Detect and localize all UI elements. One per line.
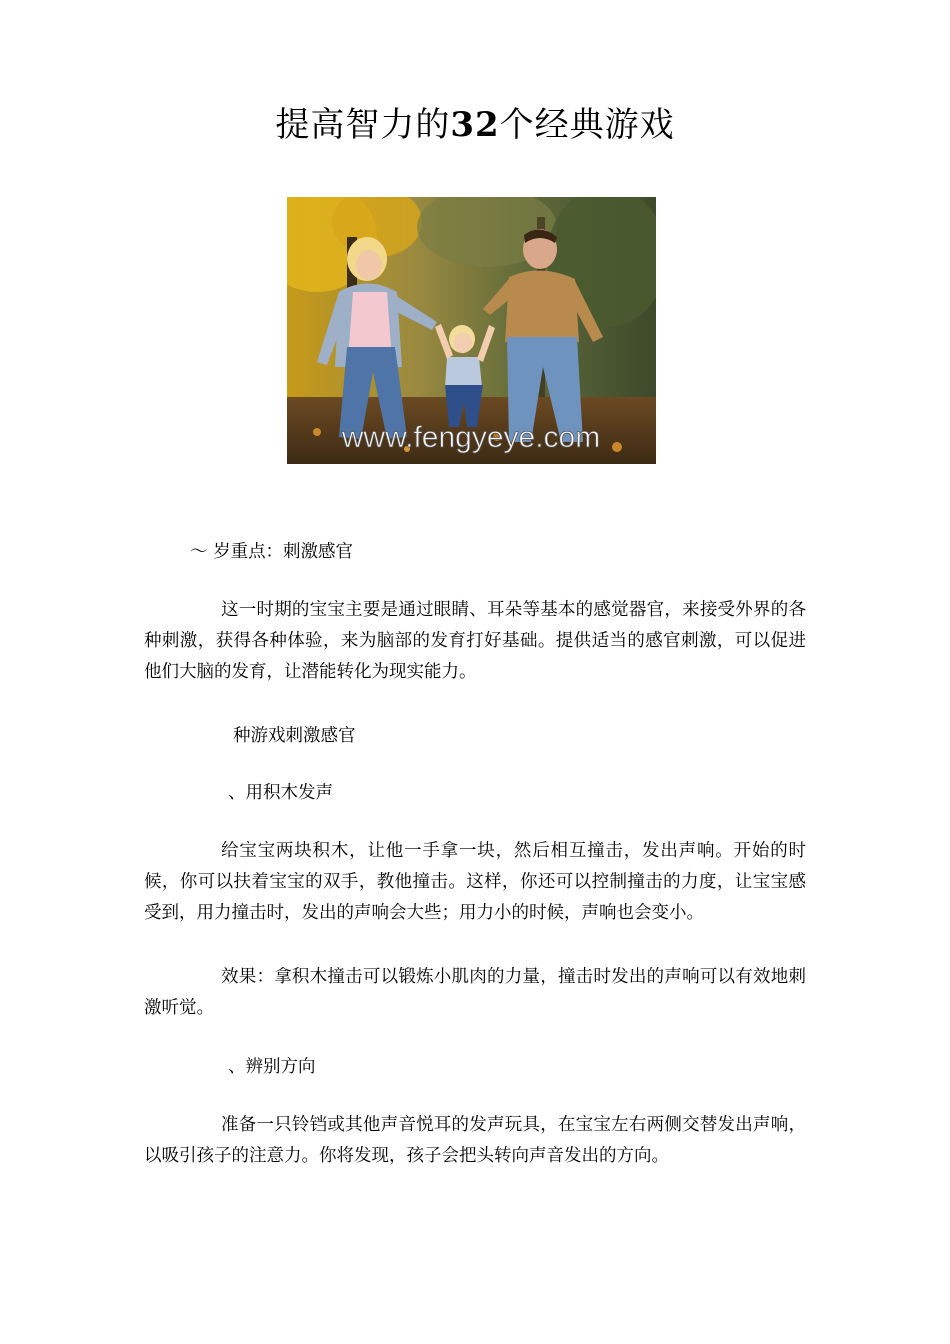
- intro-paragraph: 这一时期的宝宝主要是通过眼睛、耳朵等基本的感觉器官，来接受外界的各种刺激，获得各种体验，来为脑部的发育打好基础。提供适当的感官刺激，可以促进他们大脑的发育，让潜能转化为现实能力。: [144, 600, 806, 682]
- page-title: [0, 100, 950, 150]
- section-heading: ～ 岁重点：刺激感官: [190, 542, 354, 562]
- family-photo-illustration: [287, 197, 656, 464]
- title-number: 32: [450, 105, 500, 145]
- title-suffix: 个经典游戏: [499, 105, 675, 145]
- subheading: 种游戏刺激感官: [233, 726, 356, 746]
- game-effect: 效果：拿积木撞击可以锻炼小肌肉的力量，撞击时发出的声响可以有效地刺激听觉。: [144, 967, 806, 1018]
- game-description: 准备一只铃铛或其他声音悦耳的发声玩具，在宝宝左右两侧交替发出声响，以吸引孩子的注意力。你将发现，孩子会把头转向声音发出的方向。: [144, 1115, 806, 1166]
- game-title: 、用积木发声: [228, 783, 333, 803]
- title-prefix: 提高智力的: [275, 105, 451, 145]
- game-title: 、辨别方向: [228, 1057, 316, 1077]
- game-description: 给宝宝两块积木，让他一手拿一块，然后相互撞击，发出声响。开始的时候，你可以扶着宝宝的双手，教他撞击。这样，你还可以控制撞击的力度，让宝宝感受到，用力撞击时，发出的声响会大些；用力小的时候，声响也会变小。: [144, 841, 806, 923]
- photo-watermark: www.fengyeye.com: [341, 421, 601, 454]
- family-photo: [287, 197, 656, 464]
